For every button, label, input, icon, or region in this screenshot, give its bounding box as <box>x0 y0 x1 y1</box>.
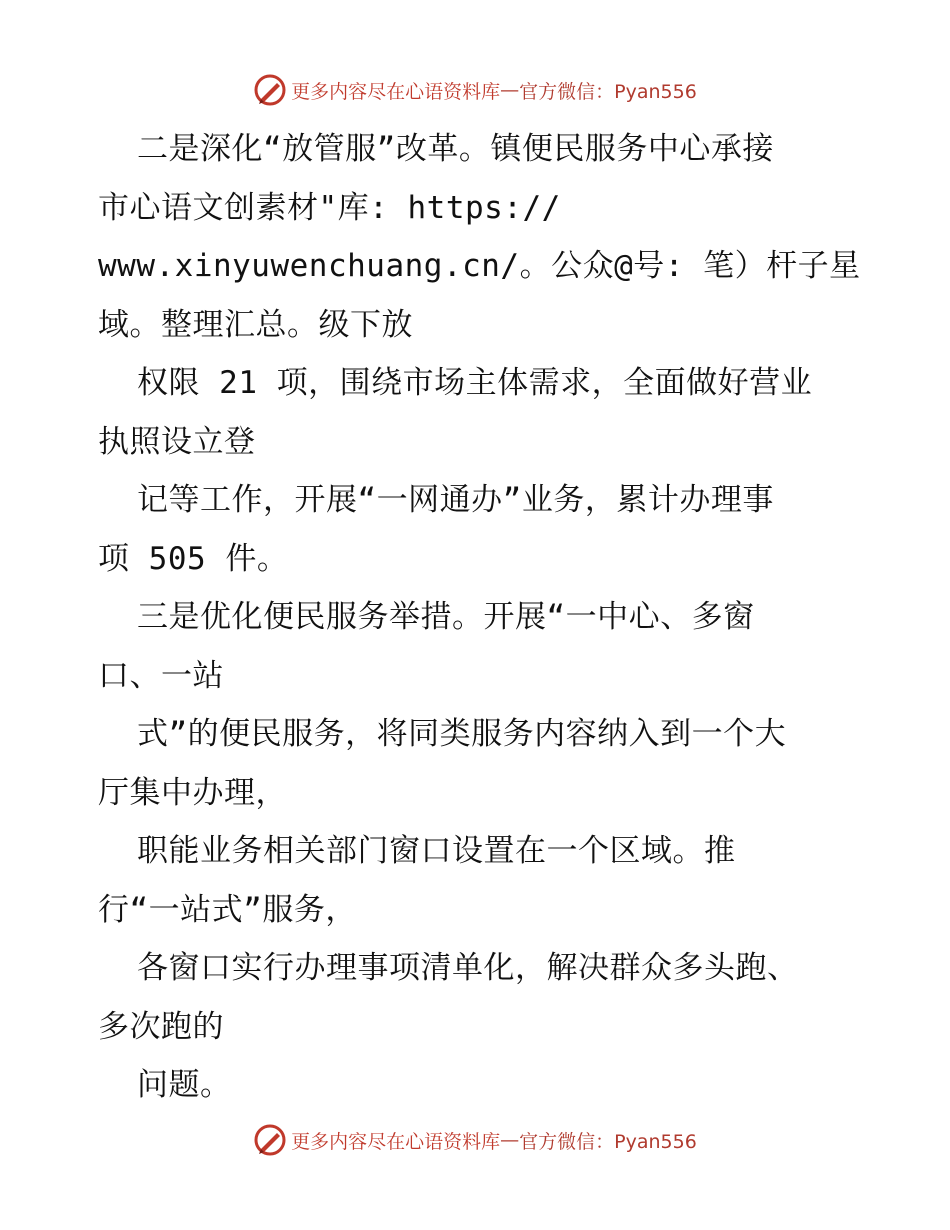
banner-wechat: 官方微信：Pyan556 <box>519 80 697 103</box>
text-line: 问题。 <box>137 1067 232 1103</box>
banner-text: 更多内容尽在心语资料库 <box>291 1130 501 1153</box>
text-line: 厅集中办理， <box>98 774 287 811</box>
pen-logo-icon <box>253 1123 287 1157</box>
text-line: 域。整理汇总。级下放 <box>98 306 413 343</box>
text-line: 记等工作，开展“一网通办”业务，累计办理事 <box>137 482 774 518</box>
text-line: 二是深化“放管服”改革。镇便民服务中心承接 <box>137 131 774 167</box>
text-line: 权限 21 项，围绕市场主体需求，全面做好营业 <box>137 365 813 401</box>
text-line: 执照设立登 <box>98 423 256 460</box>
text-line: 多次跑的 <box>98 1008 224 1045</box>
text-line: 行“一站式”服务， <box>98 891 357 928</box>
text-line: www.xinyuwenchuang.cn/。公众@号: 笔）杆子星 <box>98 248 861 284</box>
banner-separator: — <box>500 1129 520 1151</box>
text-line: 口、一站 <box>98 657 224 694</box>
text-line: 职能业务相关部门窗口设置在一个区域。推 <box>137 833 736 869</box>
banner-separator: — <box>500 79 520 101</box>
pen-logo-icon <box>253 73 287 107</box>
document-body <box>0 120 950 1115</box>
header-banner <box>0 70 950 110</box>
banner-wechat: 官方微信：Pyan556 <box>519 1130 697 1153</box>
text-line: 式”的便民服务，将同类服务内容纳入到一个大 <box>137 716 787 752</box>
text-line: 各窗口实行办理事项清单化，解决群众多头跑、 <box>137 950 799 986</box>
banner-text: 更多内容尽在心语资料库 <box>291 80 501 103</box>
footer-banner <box>0 1120 950 1160</box>
text-line: 项 505 件。 <box>98 540 289 577</box>
text-line: 市心语文创素材"库: https:// <box>98 189 561 226</box>
text-line: 三是优化便民服务举措。开展“一中心、多窗 <box>137 599 755 635</box>
